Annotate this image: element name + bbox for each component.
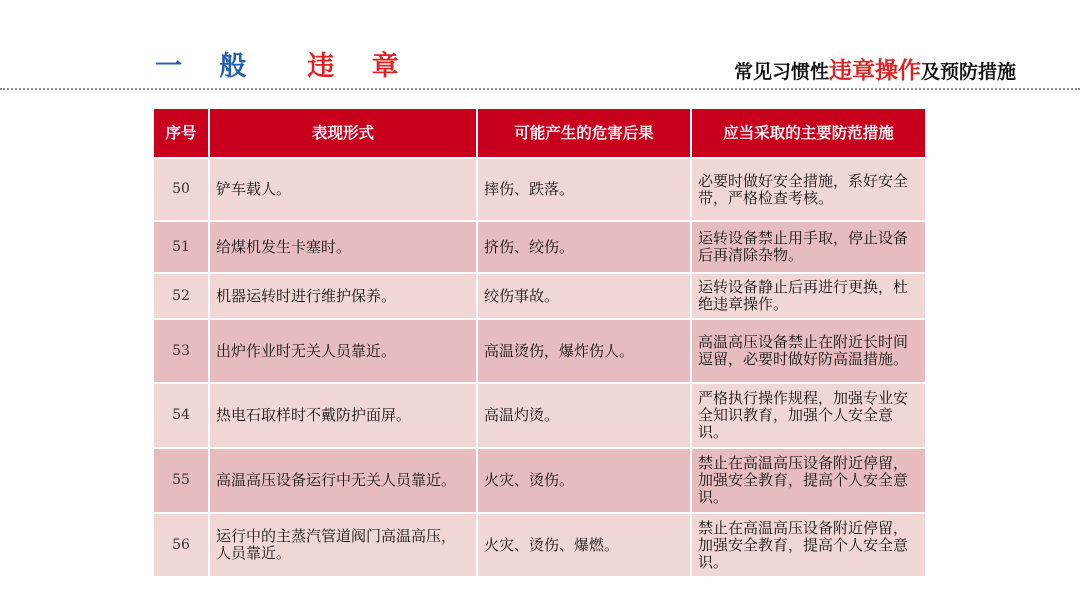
row-number: 55: [153, 448, 209, 513]
row-behavior: 铲车载人。: [209, 158, 477, 221]
row-number: 54: [153, 383, 209, 448]
table-row: [153, 448, 926, 513]
violations-table: [152, 107, 927, 578]
row-behavior: 给煤机发生卡塞时。: [209, 221, 477, 273]
page-title-part2: 违 章: [307, 51, 413, 82]
subtitle-suffix: 及预防措施: [920, 61, 1016, 83]
row-consequence: 绞伤事故。: [477, 273, 691, 319]
column-header-consequence: 可能产生的危害后果: [477, 108, 691, 158]
row-consequence: 摔伤、跌落。: [477, 158, 691, 221]
row-consequence: 高温烫伤，爆炸伤人。: [477, 319, 691, 383]
row-behavior: 机器运转时进行维护保养。: [209, 273, 477, 319]
column-header-number: 序号: [153, 108, 209, 158]
table-row: [153, 513, 926, 577]
subtitle-prefix: 常见习惯性: [733, 61, 829, 83]
row-consequence: 高温灼烫。: [477, 383, 691, 448]
row-measure: 禁止在高温高压设备附近停留，加强安全教育，提高个人安全意识。: [691, 513, 926, 577]
row-number: 51: [153, 221, 209, 273]
row-behavior: 高温高压设备运行中无关人员靠近。: [209, 448, 477, 513]
row-number: 50: [153, 158, 209, 221]
row-behavior: 出炉作业时无关人员靠近。: [209, 319, 477, 383]
row-measure: 运转设备静止后再进行更换，杜绝违章操作。: [691, 273, 926, 319]
row-number: 53: [153, 319, 209, 383]
column-header-measure: 应当采取的主要防范措施: [691, 108, 926, 158]
row-measure: 严格执行操作规程，加强专业安全知识教育，加强个人安全意识。: [691, 383, 926, 448]
row-consequence: 挤伤、绞伤。: [477, 221, 691, 273]
row-measure: 必要时做好安全措施，系好安全带，严格检查考核。: [691, 158, 926, 221]
row-number: 52: [153, 273, 209, 319]
row-consequence: 火灾、烫伤、爆燃。: [477, 513, 691, 577]
header-divider: [0, 88, 1080, 90]
page-title: [155, 44, 413, 83]
row-behavior: 运行中的主蒸汽管道阀门高温高压，人员靠近。: [209, 513, 477, 577]
row-measure: 禁止在高温高压设备附近停留，加强安全教育，提高个人安全意识。: [691, 448, 926, 513]
table-header-row: [153, 108, 926, 158]
table-row: [153, 273, 926, 319]
subtitle-accent: 违章操作: [828, 58, 921, 84]
table-row: [153, 221, 926, 273]
table-row: [153, 319, 926, 383]
row-consequence: 火灾、烫伤。: [477, 448, 691, 513]
row-number: 56: [153, 513, 209, 577]
row-measure: 运转设备禁止用手取，停止设备后再清除杂物。: [691, 221, 926, 273]
column-header-behavior: 表现形式: [209, 108, 477, 158]
page-subtitle: [734, 52, 1016, 85]
table-row: [153, 383, 926, 448]
row-measure: 高温高压设备禁止在附近长时间逗留，必要时做好防高温措施。: [691, 319, 926, 383]
page-title-part1: 一 般: [155, 51, 261, 82]
table-row: [153, 158, 926, 221]
row-behavior: 热电石取样时不戴防护面屏。: [209, 383, 477, 448]
